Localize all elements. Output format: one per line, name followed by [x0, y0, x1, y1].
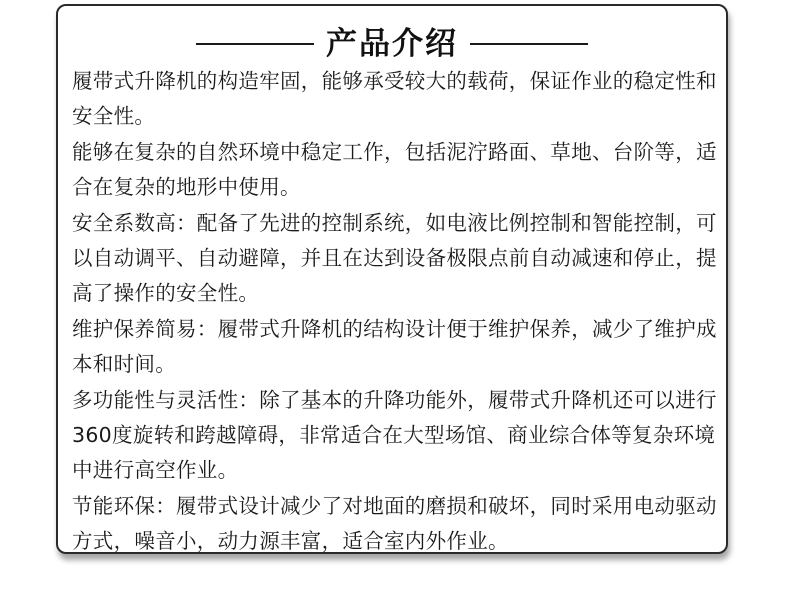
- paragraph-maintenance: 维护保养简易：履带式升降机的结构设计便于维护保养，减少了维护成本和时间。: [72, 316, 717, 377]
- page-title: 产品介绍: [326, 26, 458, 62]
- intro-content: [72, 64, 718, 560]
- paragraph-eco: 节能环保：履带式设计减少了对地面的磨损和破坏，同时采用电动驱动方式，噪音小，动力源丰富，适合室内外作业。: [72, 493, 717, 554]
- product-intro-card: [56, 4, 728, 554]
- paragraph-structure: 履带式升降机的构造牢固，能够承受较大的载荷，保证作业的稳定性和安全性。: [72, 69, 717, 129]
- title-row: [58, 22, 726, 66]
- paragraph-versatility: 多功能性与灵活性：除了基本的升降功能外，履带式升降机还可以进行360度旋转和跨越障碍，非常适合在大型场馆、商业综合体等复杂环境中进行高空作业。: [72, 387, 717, 483]
- paragraph-terrain: 能够在复杂的自然环境中稳定工作，包括泥泞路面、草地、台阶等，适合在复杂的地形中使用。: [72, 139, 717, 200]
- title-divider-left: [196, 43, 314, 45]
- paragraph-safety: 安全系数高：配备了先进的控制系统，如电液比例控制和智能控制，可以自动调平、自动避障，并且在达到设备极限点前自动减速和停止，提高了操作的安全性。: [72, 210, 717, 306]
- title-divider-right: [470, 43, 588, 45]
